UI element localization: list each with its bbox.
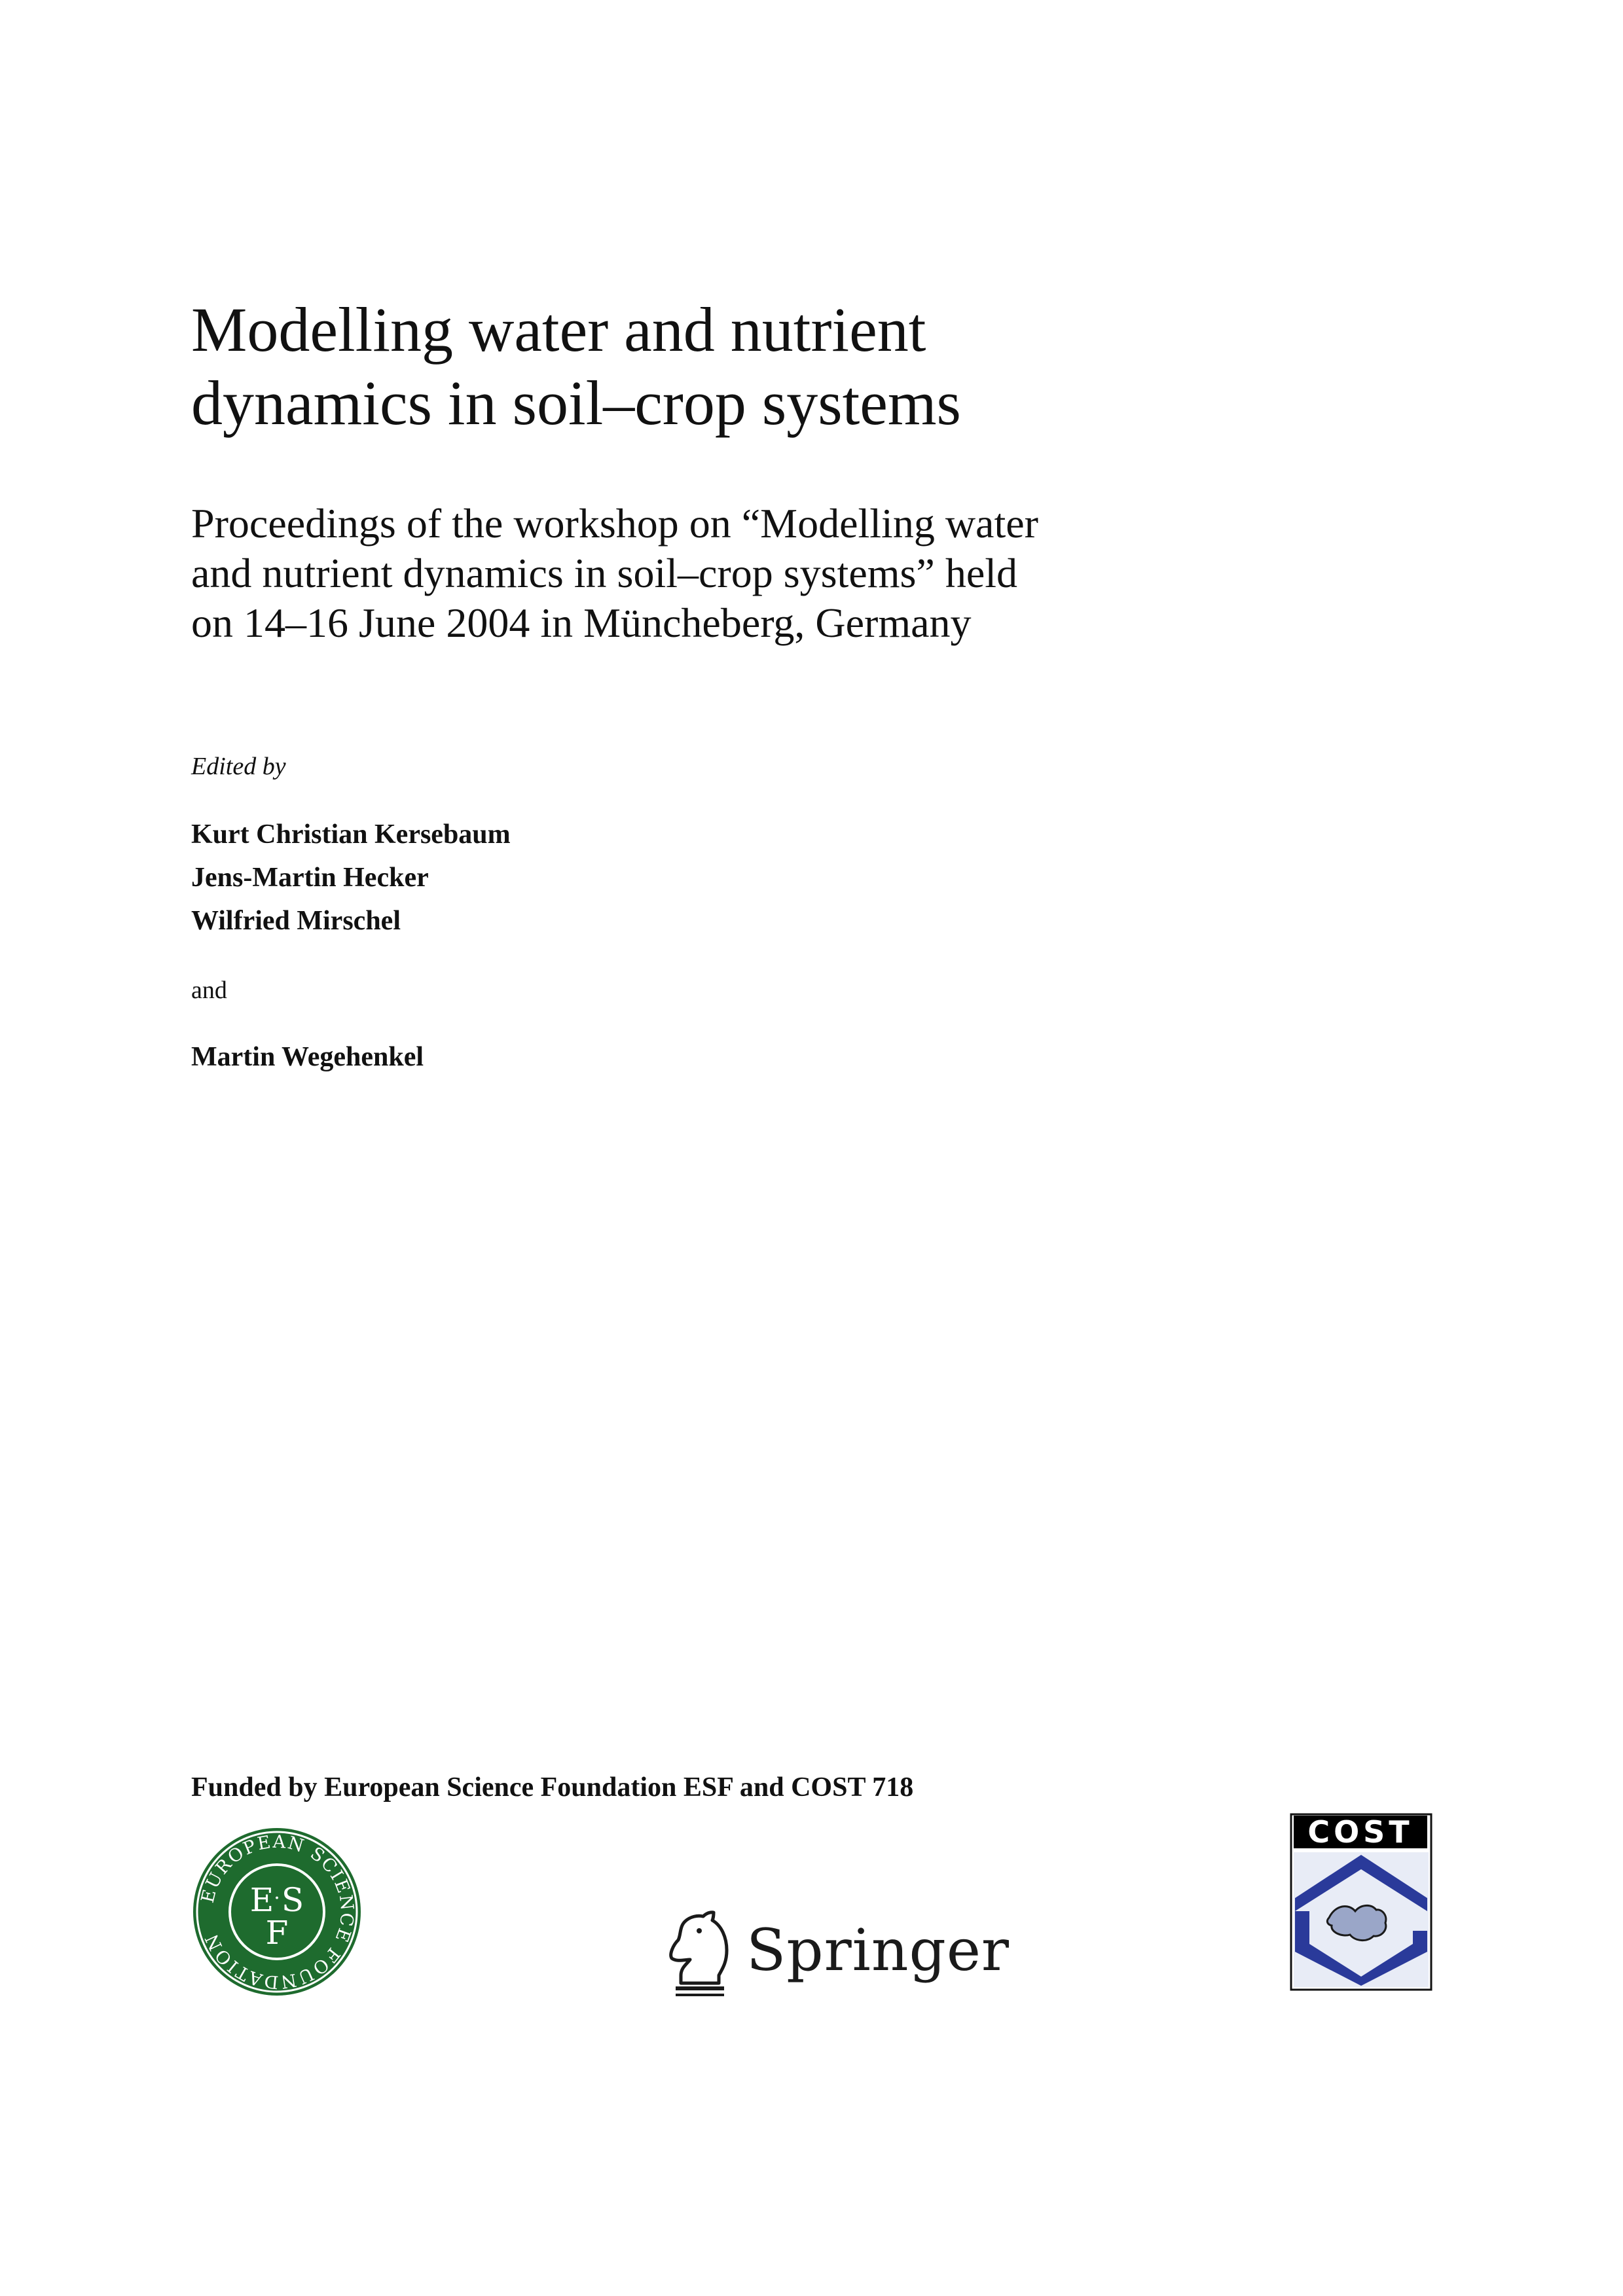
cost-logo [1290, 1813, 1432, 1991]
editor-name-1: Kurt Christian Kersebaum [191, 819, 511, 850]
editor-name-2: Jens-Martin Hecker [191, 863, 429, 893]
springer-wordmark: Springer [746, 1916, 1010, 1984]
springer-logo [661, 1905, 1010, 1996]
book-title-line-2: dynamics in soil–crop systems [191, 368, 961, 438]
book-subtitle [191, 499, 1435, 648]
editor-name-4: Martin Wegehenkel [191, 1042, 424, 1072]
edited-by-label: Edited by [191, 753, 286, 780]
book-subtitle-line-1: Proceedings of the workshop on “Modelling water [191, 500, 1038, 547]
editor-name-3: Wilfried Mirschel [191, 906, 401, 936]
svg-text:S: S [281, 1881, 304, 1919]
esf-logo [191, 1826, 363, 1998]
esf-ring-text: EUROPEAN SCIENCE FOUNDATION [197, 1831, 357, 1992]
book-subtitle-line-2: and nutrient dynamics in soil–crop systems” held [191, 550, 1017, 596]
book-title-line-1: Modelling water and nutrient [191, 295, 926, 365]
svg-text:F: F [265, 1914, 289, 1952]
svg-text:·: · [274, 1887, 280, 1910]
knight-chess-icon [661, 1905, 740, 1996]
book-subtitle-line-3: on 14–16 June 2004 in Müncheberg, Germany [191, 600, 972, 646]
and-label: and [191, 977, 227, 1004]
esf-seal-icon [191, 1826, 363, 1998]
svg-text:E: E [249, 1881, 274, 1919]
funding-statement: Funded by European Science Foundation ESF and COST 718 [191, 1772, 914, 1803]
cost-label: COST [1294, 1816, 1427, 1848]
book-title [191, 293, 1435, 440]
